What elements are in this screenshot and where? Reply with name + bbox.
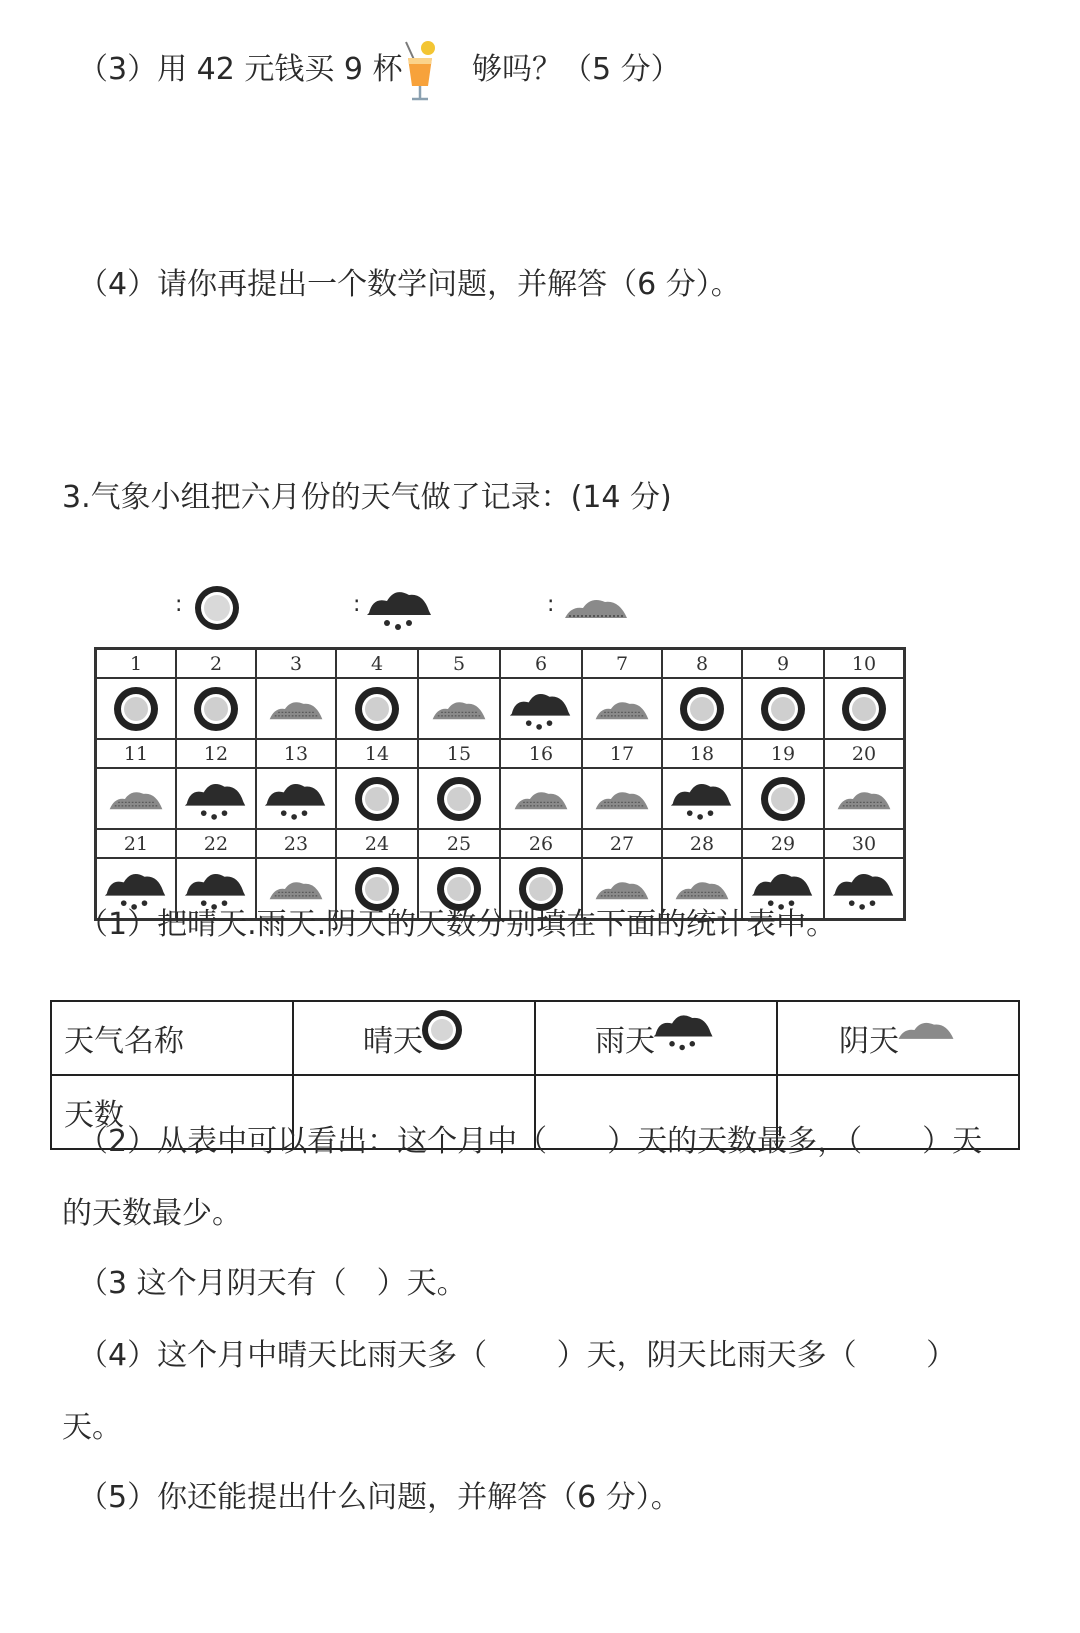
weather-calendar — [94, 647, 906, 921]
calendar-weather-cell — [418, 678, 500, 739]
calendar-weather-row — [96, 768, 905, 829]
calendar-day-number: 2 — [176, 649, 256, 679]
calendar-day-number-row — [96, 649, 905, 679]
calendar-day-number: 27 — [582, 829, 662, 858]
calendar-day-number: 9 — [742, 649, 824, 679]
overcast-cloud-icon — [561, 578, 631, 638]
calendar-day-number: 25 — [418, 829, 500, 858]
calendar-day-number: 6 — [500, 649, 582, 679]
sub-question-5: （5）你还能提出什么问题，并解答（6 分）。 — [78, 1480, 681, 1515]
rain-cloud-icon — [263, 775, 329, 823]
sun-icon — [758, 684, 808, 734]
calendar-weather-cell — [500, 768, 582, 829]
weather-legend — [175, 578, 715, 638]
legend-cloudy-colon: : — [547, 592, 555, 617]
rain-cloud-icon — [831, 865, 897, 913]
days-count-label: 天数 — [51, 1075, 293, 1149]
calendar-weather-cell — [336, 678, 418, 739]
calendar-weather-cell — [96, 768, 177, 829]
calendar-day-number: 4 — [336, 649, 418, 679]
calendar-weather-cell — [824, 768, 905, 829]
juice-glass-icon — [400, 40, 440, 104]
calendar-day-number: 29 — [742, 829, 824, 858]
sunny-label: 晴天 — [363, 1024, 423, 1059]
sun-icon — [419, 1007, 465, 1053]
sub-question-4-line-1: （4）这个月中晴天比雨天多（ ）天，阴天比雨天多（ ） — [78, 1338, 957, 1373]
calendar-weather-cell — [96, 678, 177, 739]
question-4-text: （4）请你再提出一个数学问题，并解答（6 分）。 — [78, 267, 741, 302]
section-3-title: 3.气象小组把六月份的天气做了记录：(14 分) — [62, 480, 672, 515]
rainy-label: 雨天 — [595, 1024, 655, 1059]
calendar-weather-cell — [742, 678, 824, 739]
legend-rainy-colon: : — [353, 592, 361, 617]
overcast-cloud-icon — [428, 692, 490, 726]
overcast-cloud-icon — [671, 872, 733, 906]
calendar-day-number: 5 — [418, 649, 500, 679]
calendar-weather-cell — [176, 768, 256, 829]
calendar-weather-cell — [256, 678, 336, 739]
cloudy-column-header — [777, 1001, 1019, 1075]
calendar-day-number: 7 — [582, 649, 662, 679]
sun-icon — [434, 774, 484, 824]
legend-sunny-colon: : — [175, 592, 183, 617]
calendar-day-number: 13 — [256, 739, 336, 768]
overcast-cloud-icon — [510, 782, 572, 816]
statistics-header-row — [51, 1001, 1019, 1075]
calendar-day-number: 11 — [96, 739, 177, 768]
overcast-cloud-icon — [265, 872, 327, 906]
calendar-day-number: 14 — [336, 739, 418, 768]
calendar-weather-cell — [176, 678, 256, 739]
sun-icon — [352, 774, 402, 824]
question-3-suffix: 够吗？（5 分） — [472, 52, 681, 87]
calendar-day-number: 19 — [742, 739, 824, 768]
sub-question-2-line-2: 的天数最少。 — [62, 1196, 242, 1231]
calendar-day-number: 17 — [582, 739, 662, 768]
overcast-cloud-icon — [105, 782, 167, 816]
overcast-cloud-icon — [591, 782, 653, 816]
rain-cloud-icon — [651, 1007, 717, 1053]
sub-question-1: （1）把晴天.雨天.阴天的天数分别填在下面的统计表中。 — [78, 907, 837, 942]
calendar-day-number: 1 — [96, 649, 177, 679]
sun-icon — [839, 684, 889, 734]
calendar-weather-cell — [500, 678, 582, 739]
calendar-weather-cell — [582, 678, 662, 739]
sub-question-2-line-1: （2）从表中可以看出：这个月中（ ）天的天数最多，（ ）天 — [78, 1124, 983, 1159]
calendar-weather-row — [96, 678, 905, 739]
calendar-day-number: 20 — [824, 739, 905, 768]
overcast-cloud-icon — [591, 692, 653, 726]
calendar-weather-cell — [742, 768, 824, 829]
sunny-column-header — [293, 1001, 535, 1075]
rainy-column-header — [535, 1001, 777, 1075]
calendar-day-number: 12 — [176, 739, 256, 768]
rain-cloud-icon — [183, 775, 249, 823]
calendar-day-number-row — [96, 739, 905, 768]
sun-icon — [111, 684, 161, 734]
weather-name-label: 天气名称 — [51, 1001, 293, 1075]
question-3-text — [78, 50, 403, 90]
sub-question-4-line-2: 天。 — [62, 1410, 122, 1445]
rain-cloud-icon — [508, 685, 574, 733]
calendar-day-number: 21 — [96, 829, 177, 858]
sun-icon — [758, 774, 808, 824]
sub-question-3: （3 这个月阴天有（ ）天。 — [78, 1266, 467, 1301]
calendar-day-number: 24 — [336, 829, 418, 858]
overcast-cloud-icon — [833, 782, 895, 816]
calendar-day-number: 10 — [824, 649, 905, 679]
calendar-weather-cell — [824, 678, 905, 739]
sun-icon — [352, 684, 402, 734]
calendar-weather-cell — [662, 768, 742, 829]
sun-icon — [191, 684, 241, 734]
calendar-weather-cell — [336, 768, 418, 829]
cloudy-label: 阴天 — [839, 1024, 899, 1059]
rain-cloud-icon — [365, 578, 435, 638]
rain-cloud-icon — [669, 775, 735, 823]
calendar-day-number: 18 — [662, 739, 742, 768]
calendar-day-number: 22 — [176, 829, 256, 858]
sun-icon — [189, 578, 245, 638]
calendar-day-number: 3 — [256, 649, 336, 679]
calendar-weather-cell — [662, 678, 742, 739]
calendar-day-number: 8 — [662, 649, 742, 679]
overcast-cloud-icon — [265, 692, 327, 726]
calendar-day-number: 23 — [256, 829, 336, 858]
calendar-day-number: 16 — [500, 739, 582, 768]
calendar-day-number: 15 — [418, 739, 500, 768]
calendar-weather-cell — [256, 768, 336, 829]
question-3-prefix: （3）用 42 元钱买 9 杯 — [78, 52, 403, 87]
overcast-cloud-icon — [591, 872, 653, 906]
calendar-day-number: 30 — [824, 829, 905, 858]
sun-icon — [677, 684, 727, 734]
overcast-cloud-icon — [895, 1012, 957, 1048]
calendar-day-number: 26 — [500, 829, 582, 858]
calendar-day-number-row — [96, 829, 905, 858]
calendar-day-number: 28 — [662, 829, 742, 858]
calendar-weather-cell — [582, 768, 662, 829]
calendar-weather-cell — [418, 768, 500, 829]
